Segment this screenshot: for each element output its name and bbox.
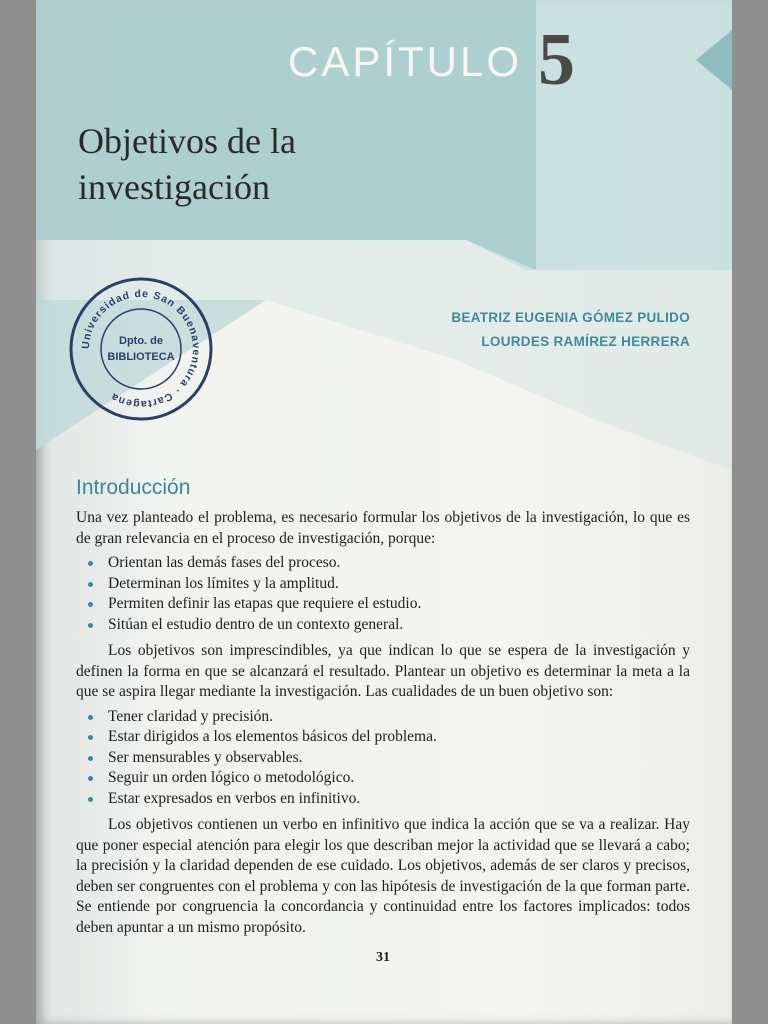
chapter-number: 5 — [538, 19, 575, 101]
author-2: LOURDES RAMÍREZ HERRERA — [481, 334, 690, 349]
svg-text:Universidad de San Buenaventur — [80, 288, 202, 410]
list-item: Orientan las demás fases del proceso. — [86, 553, 690, 574]
chapter-label: CAPÍTULO — [288, 38, 523, 85]
stamp-center-line1: Dpto. de — [119, 335, 163, 347]
library-stamp — [66, 274, 216, 424]
book-page — [36, 0, 732, 1024]
list-item: Ser mensurables y observables. — [86, 748, 690, 769]
list-item: Determinan los límites y la amplitud. — [86, 574, 690, 595]
list-item: Seguir un orden lógico o metodológico. — [86, 768, 690, 789]
author-1: BEATRIZ EUGENIA GÓMEZ PULIDO — [451, 310, 690, 325]
body-text — [76, 508, 690, 938]
paragraph-3: Los objetivos contienen un verbo en infinitivo que indica la acción que se va a realizar. Hay que poner especial atención para elegir los que describan mejor la actividad que se llevará a cabo; la precisión y la claridad dependen de ese cuidado. Los objetivos, además de ser claros y precisos, deben ser congruentes con el problema y con las hipótesis de investigación de la que forman parte. Se entiende por congruencia la concordancia y continuidad entre los factores implicados: todos deben apuntar a un mismo propósito. — [76, 816, 690, 936]
section-heading: Introducción — [76, 476, 191, 499]
paragraph-2: Los objetivos son imprescindibles, ya que indican lo que se espera de la investigación y definen la forma en que se alcanzará el resultado. Plantear un objetivo es determinar la meta a la que se aspira llegar mediante la investigación. Las cualidades de un buen objetivo son: — [76, 642, 690, 700]
page-number: 31 — [376, 950, 390, 965]
list-item: Estar dirigidos a los elementos básicos del problema. — [86, 727, 690, 748]
chapter-title-line2: investigación — [78, 167, 270, 207]
paragraph-1: Una vez planteado el problema, es necesario formular los objetivos de la investigación, lo que es de gran relevancia en el proceso de investigación, porque: — [76, 509, 690, 547]
qualities-list — [76, 707, 690, 810]
chapter-title-line1: Objetivos de la — [78, 121, 296, 161]
list-item: Sitúan el estudio dentro de un contexto general. — [86, 615, 690, 636]
purpose-list — [76, 553, 690, 635]
list-item: Tener claridad y precisión. — [86, 707, 690, 728]
list-item: Estar expresados en verbos en infinitivo. — [86, 789, 690, 810]
stamp-ring-text: Universidad de San Buenaventura · Cartagena — [79, 287, 203, 411]
chapter-title — [78, 118, 498, 210]
list-item: Permiten definir las etapas que requiere el estudio. — [86, 594, 690, 615]
stamp-center-line2: BIBLIOTECA — [107, 351, 175, 363]
